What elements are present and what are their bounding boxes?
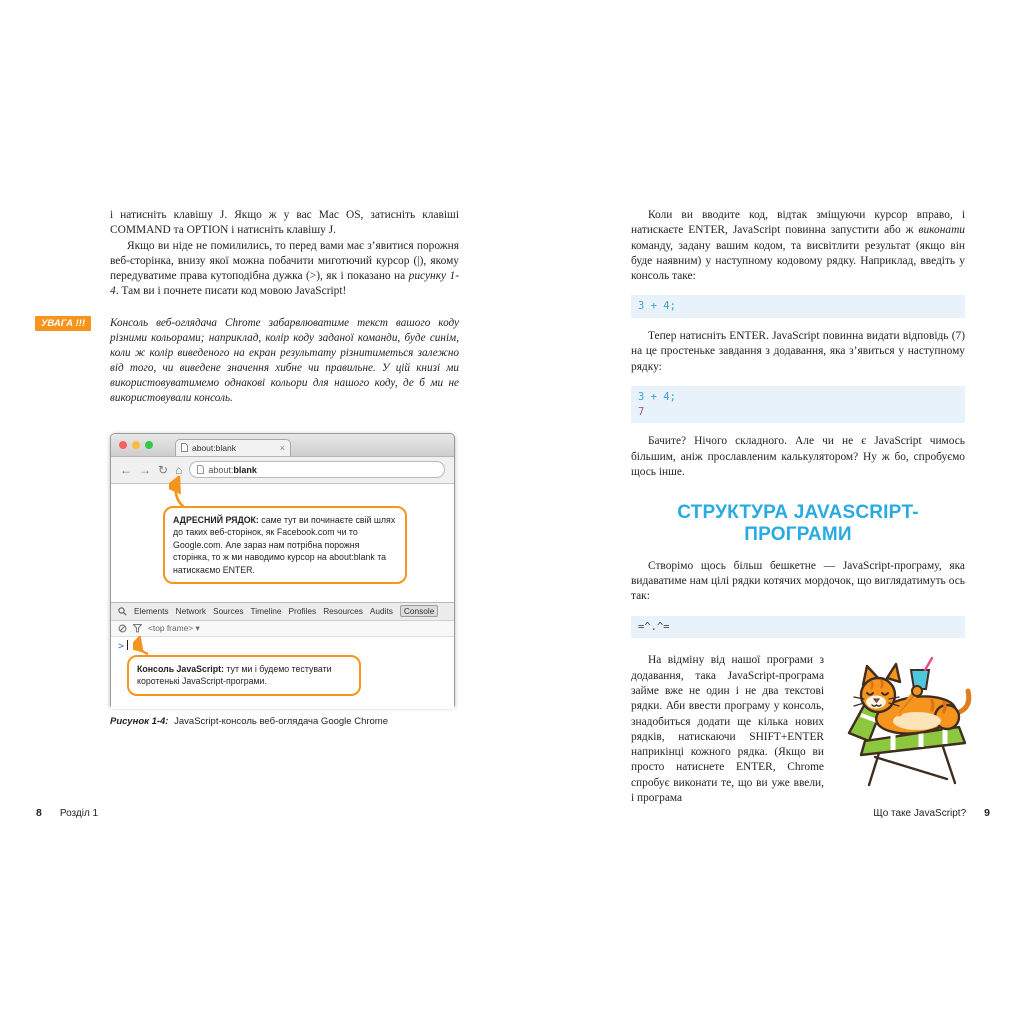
browser-titlebar xyxy=(111,434,454,457)
address-bar xyxy=(189,461,445,478)
browser-tab xyxy=(175,439,291,456)
frame-selector: <top frame> ▾ xyxy=(148,623,200,634)
page-favicon-icon xyxy=(181,443,188,452)
console-prompt: > xyxy=(111,637,454,652)
page-icon xyxy=(197,465,204,474)
paragraph-with-illustration xyxy=(631,653,965,806)
text-segment: Бачите? Нічого складного. Але чи не є JavaScript чимось більшим, аніж прославленим калькулятором? Ну ж бо, спробуємо щось інше. xyxy=(631,435,965,478)
console-toolbar xyxy=(111,621,454,637)
text-segment: команду, задану вашим кодом, та висвітлити результат (якщо він буде наявним) у наступному кодовому рядку. Наприклад, введіть у консоль таке: xyxy=(631,239,965,283)
paragraph xyxy=(631,434,965,480)
devtools-tab-resources: Resources xyxy=(323,606,363,617)
callout-label: АДРЕСНИЙ РЯДОК: xyxy=(173,514,259,525)
minimize-window-icon xyxy=(132,441,140,449)
code-line: 3 + 4; xyxy=(638,300,676,313)
devtools-tab-timeline: Timeline xyxy=(250,606,282,617)
callout-text: саме тут ви починаєте свій шлях до таких веб-сторінок, як Facebook.com чи то Google.com. Але зараз нам потрібна порожня сторінка, то ж ми наводимо курсор на about:blank та натискаємо ENTER. xyxy=(173,514,396,575)
caption-text: JavaScript-консоль веб-оглядача Google Chrome xyxy=(171,715,388,727)
left-page xyxy=(41,208,459,727)
address-bar-callout xyxy=(163,506,407,584)
devtools-tab-network: Network xyxy=(175,606,207,617)
devtools-tabbar xyxy=(111,603,454,621)
paragraph xyxy=(631,329,965,375)
browser-window xyxy=(110,433,455,707)
section-heading: СТРУКТУРА JAVASCRIPT-ПРОГРАМИ xyxy=(677,502,919,545)
devtools-tab-elements: Elements xyxy=(134,606,169,617)
devtools-tab-sources: Sources xyxy=(213,606,244,617)
tab-close-icon: × xyxy=(279,442,285,453)
text-segment: На відміну від нашої програми з додавання, така JavaScript-програма займе вже не один і не два текстові рядки. Аби ввести програму у консоль, знадобиться додати ще кілька нових рядків, натискаючи SHIFT+ENTER наприкінці кожного рядка. (Якщо ви просто натиснете ENTER, Chrome спробує виконати те, що ви уже ввели, і програма xyxy=(631,654,824,804)
callout-text: тут ми і будемо тестувати коротенькі JavaScript-програми. xyxy=(137,663,332,687)
text-segment: Коли ви вводите код, відтак зміщуючи курсор вправо, і натискаєте ENTER, JavaScript повинна запустити або ж xyxy=(631,209,965,237)
right-page xyxy=(631,208,965,806)
chapter-title: Що таке JavaScript? xyxy=(873,808,967,819)
code-line: =^.^= xyxy=(638,620,670,633)
paragraph xyxy=(110,239,459,300)
chapter-label: Розділ 1 xyxy=(59,808,99,819)
callout-label: Консоль JavaScript: xyxy=(137,663,224,674)
warning-badge: УВАГА !!! xyxy=(35,316,91,332)
code-output-line: 7 xyxy=(638,405,645,418)
emphasized-word: виконати xyxy=(918,224,965,237)
close-window-icon xyxy=(119,441,127,449)
filter-icon xyxy=(133,624,142,633)
paragraph xyxy=(110,208,459,239)
warning-note xyxy=(41,316,459,406)
left-page-footer xyxy=(36,807,98,819)
code-block-cat-face xyxy=(631,616,965,639)
page-number: 9 xyxy=(984,807,990,819)
tab-title: about:blank xyxy=(192,442,236,453)
code-block-input xyxy=(631,295,965,318)
right-page-footer xyxy=(873,807,990,819)
callout-arrow-icon xyxy=(169,476,195,510)
figure-caption xyxy=(110,716,459,727)
text-segment: Якщо ви ніде не помилились, то перед вами має з’явитися порожня веб-сторінка, внизу якої можна побачити миготючий курсор (|), якому передуватиме права кутоподібна дужка (>), як і показано на xyxy=(110,239,459,283)
code-block-input-output xyxy=(631,386,965,423)
text-segment: . Там ви і почнете писати код мовою JavaScript! xyxy=(115,285,347,298)
forward-icon: → xyxy=(139,462,151,477)
back-icon: ← xyxy=(120,462,132,477)
text-segment: Створімо щось більш бешкетне — JavaScript-програму, яка видаватиме нам цілі рядки котячих мордочок, що виглядатимуть ось так: xyxy=(631,559,965,603)
devtools-tab-profiles: Profiles xyxy=(288,606,317,617)
code-line: 3 + 4; xyxy=(638,390,676,403)
dropdown-icon: ▾ xyxy=(195,623,200,634)
browser-toolbar xyxy=(111,457,454,484)
figure-browser-screenshot xyxy=(110,433,459,727)
console-callout xyxy=(127,655,361,696)
text-segment: Тепер натисніть ENTER. JavaScript повинна видати відповідь (7) на це простеньке завдання з додавання, яка з’явиться у наступному рядку: xyxy=(631,330,965,373)
caption-label: Рисунок 1-4: xyxy=(110,715,169,727)
paragraph xyxy=(631,208,965,284)
refresh-icon: ↻ xyxy=(158,462,169,477)
zoom-window-icon xyxy=(145,441,153,449)
text-segment: і натисніть клавішу J. Якщо ж у вас Mac OS, затисніть клавіші COMMAND та OPTION і натисніть клавішу J. xyxy=(110,209,459,237)
callout-arrow-icon xyxy=(133,636,153,656)
devtools-tab-console: Console xyxy=(400,605,438,617)
cat-illustration xyxy=(831,655,981,801)
search-icon xyxy=(118,607,127,616)
clear-console-icon xyxy=(118,624,127,633)
page-number: 8 xyxy=(36,807,42,819)
figure-reference: рисунку 1-4 xyxy=(110,270,459,298)
warning-text: Консоль веб-оглядача Chrome забарвлюватиме текст вашого коду різними кольорами; наприклад, колір коду заданої команди, буде синім, коли ж колір виведеного на екран результату різнитиметься залежно від того, чи виведене значення хибне чи правильне. У цій книзі ми використовуватимемо однакові кольори для нашого коду, де б ми не використовували консоль. xyxy=(110,316,459,404)
address-text: about:blank xyxy=(208,464,257,475)
home-icon: ⌂ xyxy=(175,462,183,477)
devtools-tab-audits: Audits xyxy=(369,606,393,617)
text-cursor xyxy=(127,640,128,650)
paragraph xyxy=(631,559,965,605)
